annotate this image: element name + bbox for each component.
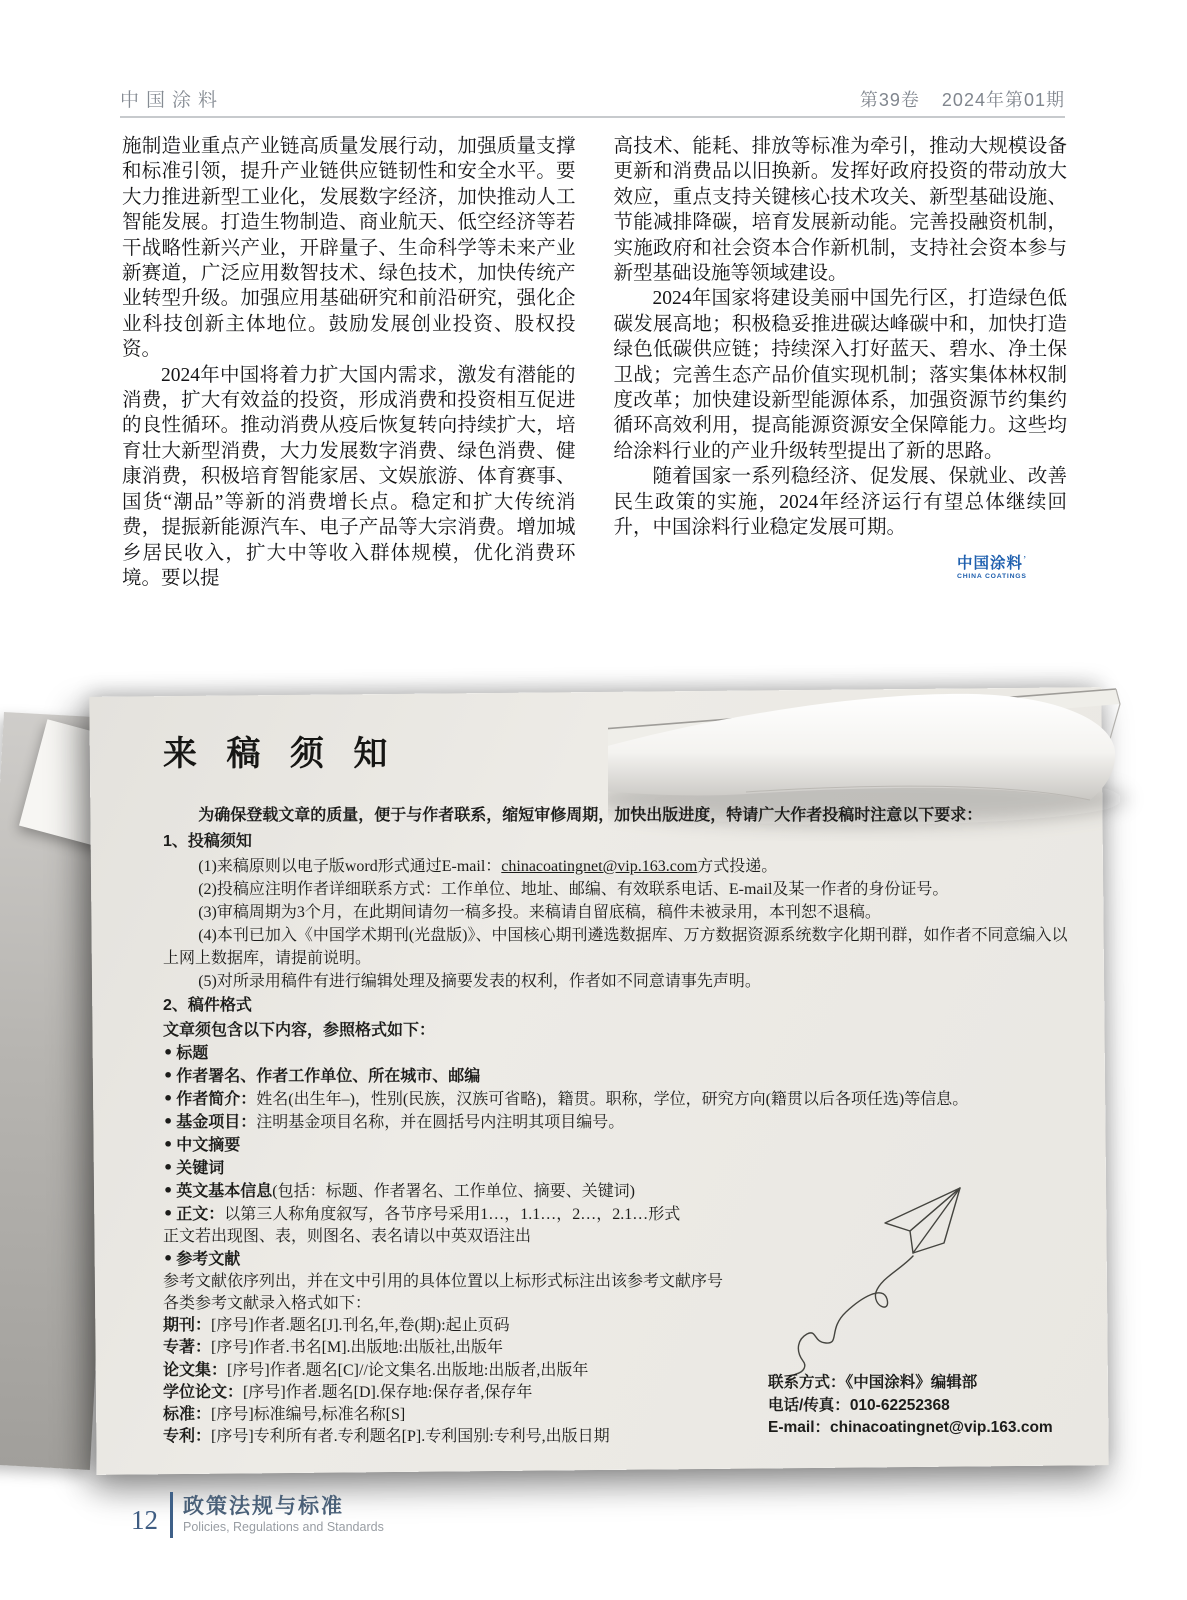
journal-name: 中国涂料 xyxy=(120,90,225,111)
section2-heading: 2、稿件格式 xyxy=(163,997,252,1014)
ref-format-proceedings: 论文集：[序号]作者.题名[C]//论文集名.出版地:出版者,出版年 xyxy=(163,1361,589,1379)
ref-format-journal: 期刊：[序号]作者.题名[J].刊名,年,卷(期):起止页码 xyxy=(163,1317,510,1334)
issue-info xyxy=(860,86,1065,112)
notice-title: 来 稿 须 知 xyxy=(163,735,398,773)
format-bullet-english: • 英文基本信息(包括：标题、作者署名、工作单位、摘要、关键词) xyxy=(163,1180,1069,1203)
article-paragraph: 随着国家一系列稳经济、促发展、保就业、改善民生政策的实施，2024年经济运行有望总体继续回升，中国涂料行业稳定发展可期。 xyxy=(613,466,1067,539)
submission-item-1: (1)来稿原则以电子版word形式通过E-mail：chinacoatingnet@vip.163.com方式投递。 xyxy=(198,858,778,875)
format-bullet-bio: • 作者简介：姓名(出生年–)，性别(民族，汉族可省略)，籍贯。职称，学位，研究方向(籍贯以后各项任选)等信息。 xyxy=(163,1088,1069,1111)
submission-item-5: (5)对所录用稿件有进行编辑处理及摘要发表的权利，作者如不同意请事先声明。 xyxy=(198,973,761,990)
ref-format-standard: 标准：[序号]标准编号,标准名称[S] xyxy=(163,1406,406,1424)
format-bullet-maintext: • 正文：以第三人称角度叙写，各节序号采用1…，1.1…，2…，2.1…形式 xyxy=(163,1203,1069,1226)
contact-line-phone: 电话/传真：010-62252368 xyxy=(768,1396,950,1414)
article-right-column xyxy=(614,134,1068,591)
contact-block xyxy=(768,1372,1053,1440)
page-number: 12 xyxy=(131,1504,158,1535)
article-paragraph: 高技术、能耗、排放等标准为牵引，推动大规模设备更新和消费品以旧换新。发挥好政府投资的带动放大效应，重点支持关键核心技术攻关、新型基础设施、节能减排降碳，培育发展新动能。完善投融资机制，实施政府和社会资本合作新机制，支持社会资本参与新型基础设施等领域建设。 xyxy=(613,136,1067,285)
footer-section-cn: 政策法规与标准 xyxy=(183,1494,344,1518)
notice-body xyxy=(163,803,1069,1449)
logo-en-text: CHINA COATINGS xyxy=(957,573,1027,580)
article-left-column xyxy=(122,134,576,591)
article-paragraph: 2024年国家将建设美丽中国先行区，打造绿色低碳发展高地；积极稳妥推进碳达峰碳中和，加快打造绿色低碳供应链；持续深入打好蓝天、碧水、净土保卫战；完善生态产品价值实现机制；落实集体林权制度改革；加快建设新型能源体系，加强资源节约集约循环高效利用，提高能源资源安全保障能力。这些均给涂料行业的产业升级转型提出了新的思路。 xyxy=(613,288,1067,462)
notice-intro: 为确保登载文章的质量，便于与作者联系，缩短审修周期，加快出版进度，特请广大作者投稿时注意以下要求： xyxy=(198,807,983,824)
logo-cn-text: 中国涂料 xyxy=(957,555,1024,572)
format-bullet-keywords: • 关键词 xyxy=(163,1157,1069,1180)
issue-label: 2024年第01期 xyxy=(941,90,1065,110)
ref-format-monograph: 专著：[序号]作者.书名[M].出版地:出版社,出版年 xyxy=(163,1339,504,1357)
format-bullet-title: • 标题 xyxy=(163,1042,1069,1065)
submission-item-4: (4)本刊已加入《中国学术期刊(光盘版)》、中国核心期刊遴选数据库、万方数据资源系统数字化期刊群，如作者不同意编入以上网上数据库，请提前说明。 xyxy=(163,927,1068,967)
footer-divider xyxy=(170,1492,173,1538)
article-body xyxy=(122,134,1067,591)
submission-item-2: (2)投稿应注明作者详细联系方式：工作单位、地址、邮编、有效联系电话、E-mail及某一作者的身份证号。 xyxy=(198,881,949,898)
ref-format-patent: 专利：[序号]专利所有者.专利题名[P].专利国别:专利号,出版日期 xyxy=(163,1428,610,1446)
footer-section-en: Policies, Regulations and Standards xyxy=(183,1519,384,1534)
reference-note-2: 各类参考文献录入格式如下： xyxy=(163,1295,372,1312)
page-footer xyxy=(131,1492,384,1538)
article-paragraph: 2024年中国将着力扩大国内需求，激发有潜能的消费，扩大有效益的投资，形成消费和投资相互促进的良性循环。推动消费从疫后恢复转向持续扩大，培育壮大新型消费，大力发展数字消费、绿色消费、健康消费，积极培育智能家居、文娱旅游、体育赛事、国货“潮品”等新的消费增长点。稳定和扩大传统消费，提振新能源汽车、电子产品等大宗消费。增加城乡居民收入，扩大中等收入群体规模，优化消费环境。要以提 xyxy=(122,364,576,589)
article-paragraph: 施制造业重点产业链高质量发展行动，加强质量支撑和标准引领，提升产业链供应链韧性和安全水平。要大力推进新型工业化，发展数字经济，加快推动人工智能发展。打造生物制造、商业航天、低空经济等若干战略性新兴产业，开辟量子、生命科学等未来产业新赛道，广泛应用数智技术、绿色技术，加快传统产业转型升级。加强应用基础研究和前沿研究，强化企业科技创新主体地位。鼓励发展创业投资、股权投资。 xyxy=(122,136,576,361)
ref-format-thesis: 学位论文：[序号]作者.题名[D].保存地:保存者,保存年 xyxy=(163,1383,533,1401)
format-bullet-authors: • 作者署名、作者工作单位、所在城市、邮编 xyxy=(163,1065,1069,1088)
submission-item-3: (3)审稿周期为3个月，在此期间请勿一稿多投。来稿请自留底稿，稿件未被录用，本刊恕不退稿。 xyxy=(198,904,881,921)
submission-email: chinacoatingnet@vip.163.com xyxy=(501,858,698,875)
format-bullet-references: • 参考文献 xyxy=(163,1248,1069,1271)
reference-note-1: 参考文献依序列出，并在文中引用的具体位置以上标形式标注出该参考文献序号 xyxy=(163,1273,724,1290)
maintext-note: 正文若出现图、表，则图名、表名请以中英双语注出 xyxy=(163,1228,532,1245)
contact-line-email: E-mail：chinacoatingnet@vip.163.com xyxy=(768,1419,1053,1436)
volume-label: 第39卷 xyxy=(859,90,920,110)
contact-line-dept: 联系方式：《中国涂料》编辑部 xyxy=(768,1374,978,1391)
china-coatings-logo xyxy=(957,556,1067,581)
page-header xyxy=(120,82,1065,118)
format-bullet-abstract: • 中文摘要 xyxy=(163,1134,1069,1157)
format-bullet-fund: • 基金项目：注明基金项目名称，并在圆括号内注明其项目编号。 xyxy=(163,1111,1069,1134)
section1-heading: 1、投稿须知 xyxy=(163,833,252,850)
logo-trademark: ’ xyxy=(1023,555,1027,566)
section2-subheading: 文章须包含以下内容，参照格式如下： xyxy=(163,1022,436,1039)
